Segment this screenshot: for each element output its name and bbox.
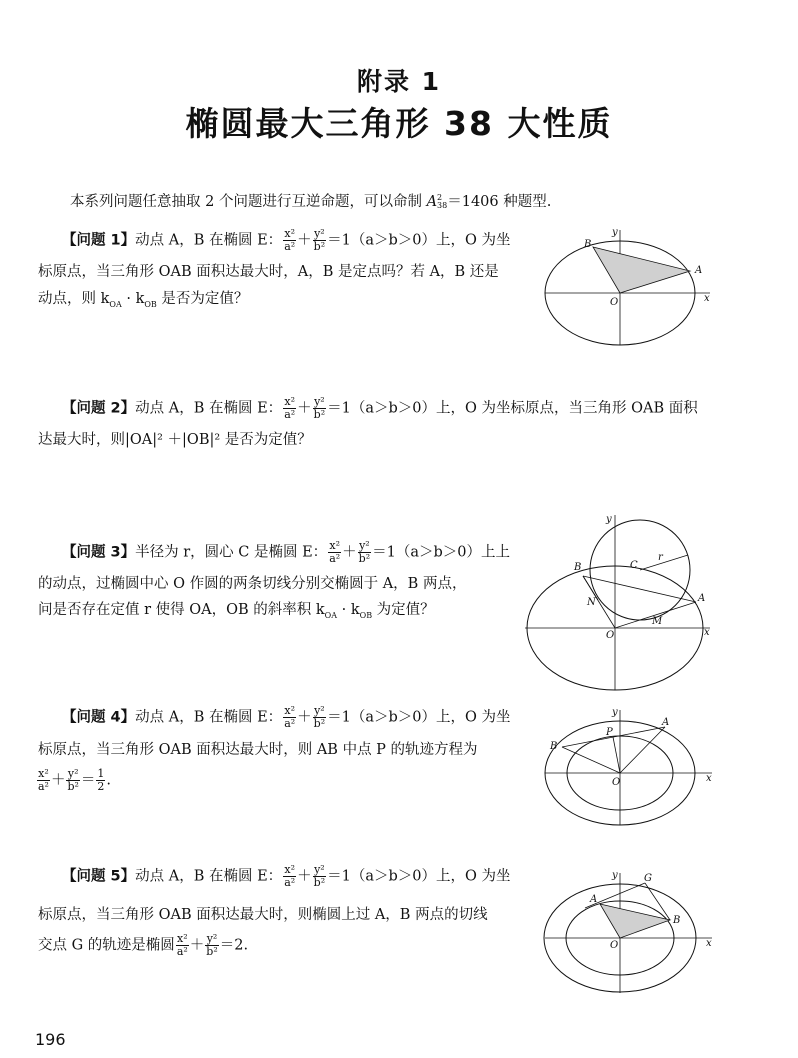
intro-paragraph: 本系列问题任意抽取 2 个问题进行互逆命题，可以命制 A 2 38 ＝1406 种题型.	[70, 193, 552, 210]
page-title: 椭圆最大三角形 38 大性质	[185, 104, 613, 143]
problem-5-line-2: 标原点，当三角形 OAB 面积达最大时，则椭圆上过 A，B 两点的切线	[38, 907, 488, 923]
svg-text:x: x	[706, 773, 712, 784]
svg-text:r: r	[658, 552, 663, 563]
svg-text:A: A	[698, 593, 706, 604]
svg-text:y: y	[612, 870, 618, 881]
svg-text:y: y	[612, 707, 618, 718]
svg-text:G: G	[644, 873, 652, 884]
svg-text:A: A	[662, 717, 670, 728]
svg-text:A: A	[695, 265, 703, 276]
svg-text:B: B	[550, 741, 558, 752]
svg-text:x: x	[704, 627, 710, 638]
problem-5-line-3: 交点 G 的轨迹是椭圆 $\frac{\text{x²}}{\text{a²}}$ ＋ $\frac{\text{y²}}{\text{b²}}$ ＝2.	[38, 932, 249, 958]
svg-text:A: A	[590, 894, 598, 905]
svg-text:B: B	[673, 915, 681, 926]
problem-3-line-3: 问是否存在定值 r 使得 OA，OB 的斜率积 $k_{OA} \cdot k_{OB}$ 为定值？	[38, 602, 435, 620]
problem-1-line-1: 【问题 1】动点 A，B 在椭圆 E： $\frac{\text{x²}}{\text{a²}}$ ＋ $\frac{\text{y²}}{\text{b²}}$ ＝1（a＞b＞0）上，O 为坐	[62, 227, 511, 253]
appendix-label: 附录 1	[356, 67, 442, 96]
svg-text:x: x	[704, 293, 710, 304]
triangle-oab	[593, 247, 690, 293]
problem-3-line-2: 的动点，过椭圆中心 O 作圆的两条切线分别交椭圆于 A，B 两点，	[38, 576, 467, 592]
problem-3-line-1: 【问题 3】半径为 r，圆心 C 是椭圆 E： $\frac{\text{x²}}{\text{a²}}$ ＋ $\frac{\text{y²}}{\text{b²}}$ ＝1（a＞b＞0）上上	[62, 539, 510, 565]
figure-4	[540, 705, 720, 830]
problem-4-line-1: 【问题 4】动点 A，B 在椭圆 E： $\frac{\text{x²}}{\text{a²}}$ ＋ $\frac{\text{y²}}{\text{b²}}$ ＝1（a＞b＞0）上，O 为坐	[62, 704, 511, 730]
svg-text:y: y	[606, 514, 612, 525]
svg-text:x: x	[706, 938, 712, 949]
problem-1-line-2: 标原点，当三角形 OAB 面积达最大时，A，B 是定点吗？若 A，B 还是	[38, 264, 499, 280]
figure-1	[540, 225, 720, 350]
svg-text:y: y	[612, 227, 618, 238]
svg-text:C: C	[630, 560, 638, 571]
problem-1-line-3: 动点，则 $k_{OA} \cdot k_{OB}$ 是否为定值？	[38, 291, 249, 309]
svg-text:N: N	[587, 597, 596, 608]
figure-3	[520, 510, 720, 695]
svg-text:B: B	[574, 562, 582, 573]
triangle-oab	[600, 904, 670, 938]
problem-2-line-1: 【问题 2】动点 A，B 在椭圆 E： $\frac{\text{x²}}{\text{a²}}$ ＋ $\frac{\text{y²}}{\text{b²}}$ ＝1（a＞b＞0）上，O 为坐标原点，当三角形 OAB 面积	[62, 395, 698, 421]
figure-5	[540, 868, 720, 998]
page-number: 196	[35, 1030, 66, 1049]
svg-text:O: O	[612, 777, 621, 788]
svg-text:O: O	[610, 940, 619, 951]
problem-4-line-2: 标原点，当三角形 OAB 面积达最大时，则 AB 中点 P 的轨迹方程为	[38, 742, 478, 758]
problem-5-line-1: 【问题 5】动点 A，B 在椭圆 E： $\frac{\text{x²}}{\text{a²}}$ ＋ $\frac{\text{y²}}{\text{b²}}$ ＝1（a＞b＞0）上，O 为坐	[62, 863, 511, 889]
svg-text:O: O	[606, 630, 615, 641]
svg-text:O: O	[610, 297, 619, 308]
svg-text:M: M	[652, 616, 663, 627]
svg-text:P: P	[606, 727, 613, 738]
svg-text:B: B	[584, 239, 592, 250]
problem-2-line-2: 达最大时，则|OA|² ＋|OB|² 是否为定值？	[38, 432, 312, 448]
problem-4-line-3: $\frac{\text{x²}}{\text{a²}}$ ＋ $\frac{\text{y²}}{\text{b²}}$ ＝ $\frac{1}{2}$ .	[38, 767, 112, 793]
